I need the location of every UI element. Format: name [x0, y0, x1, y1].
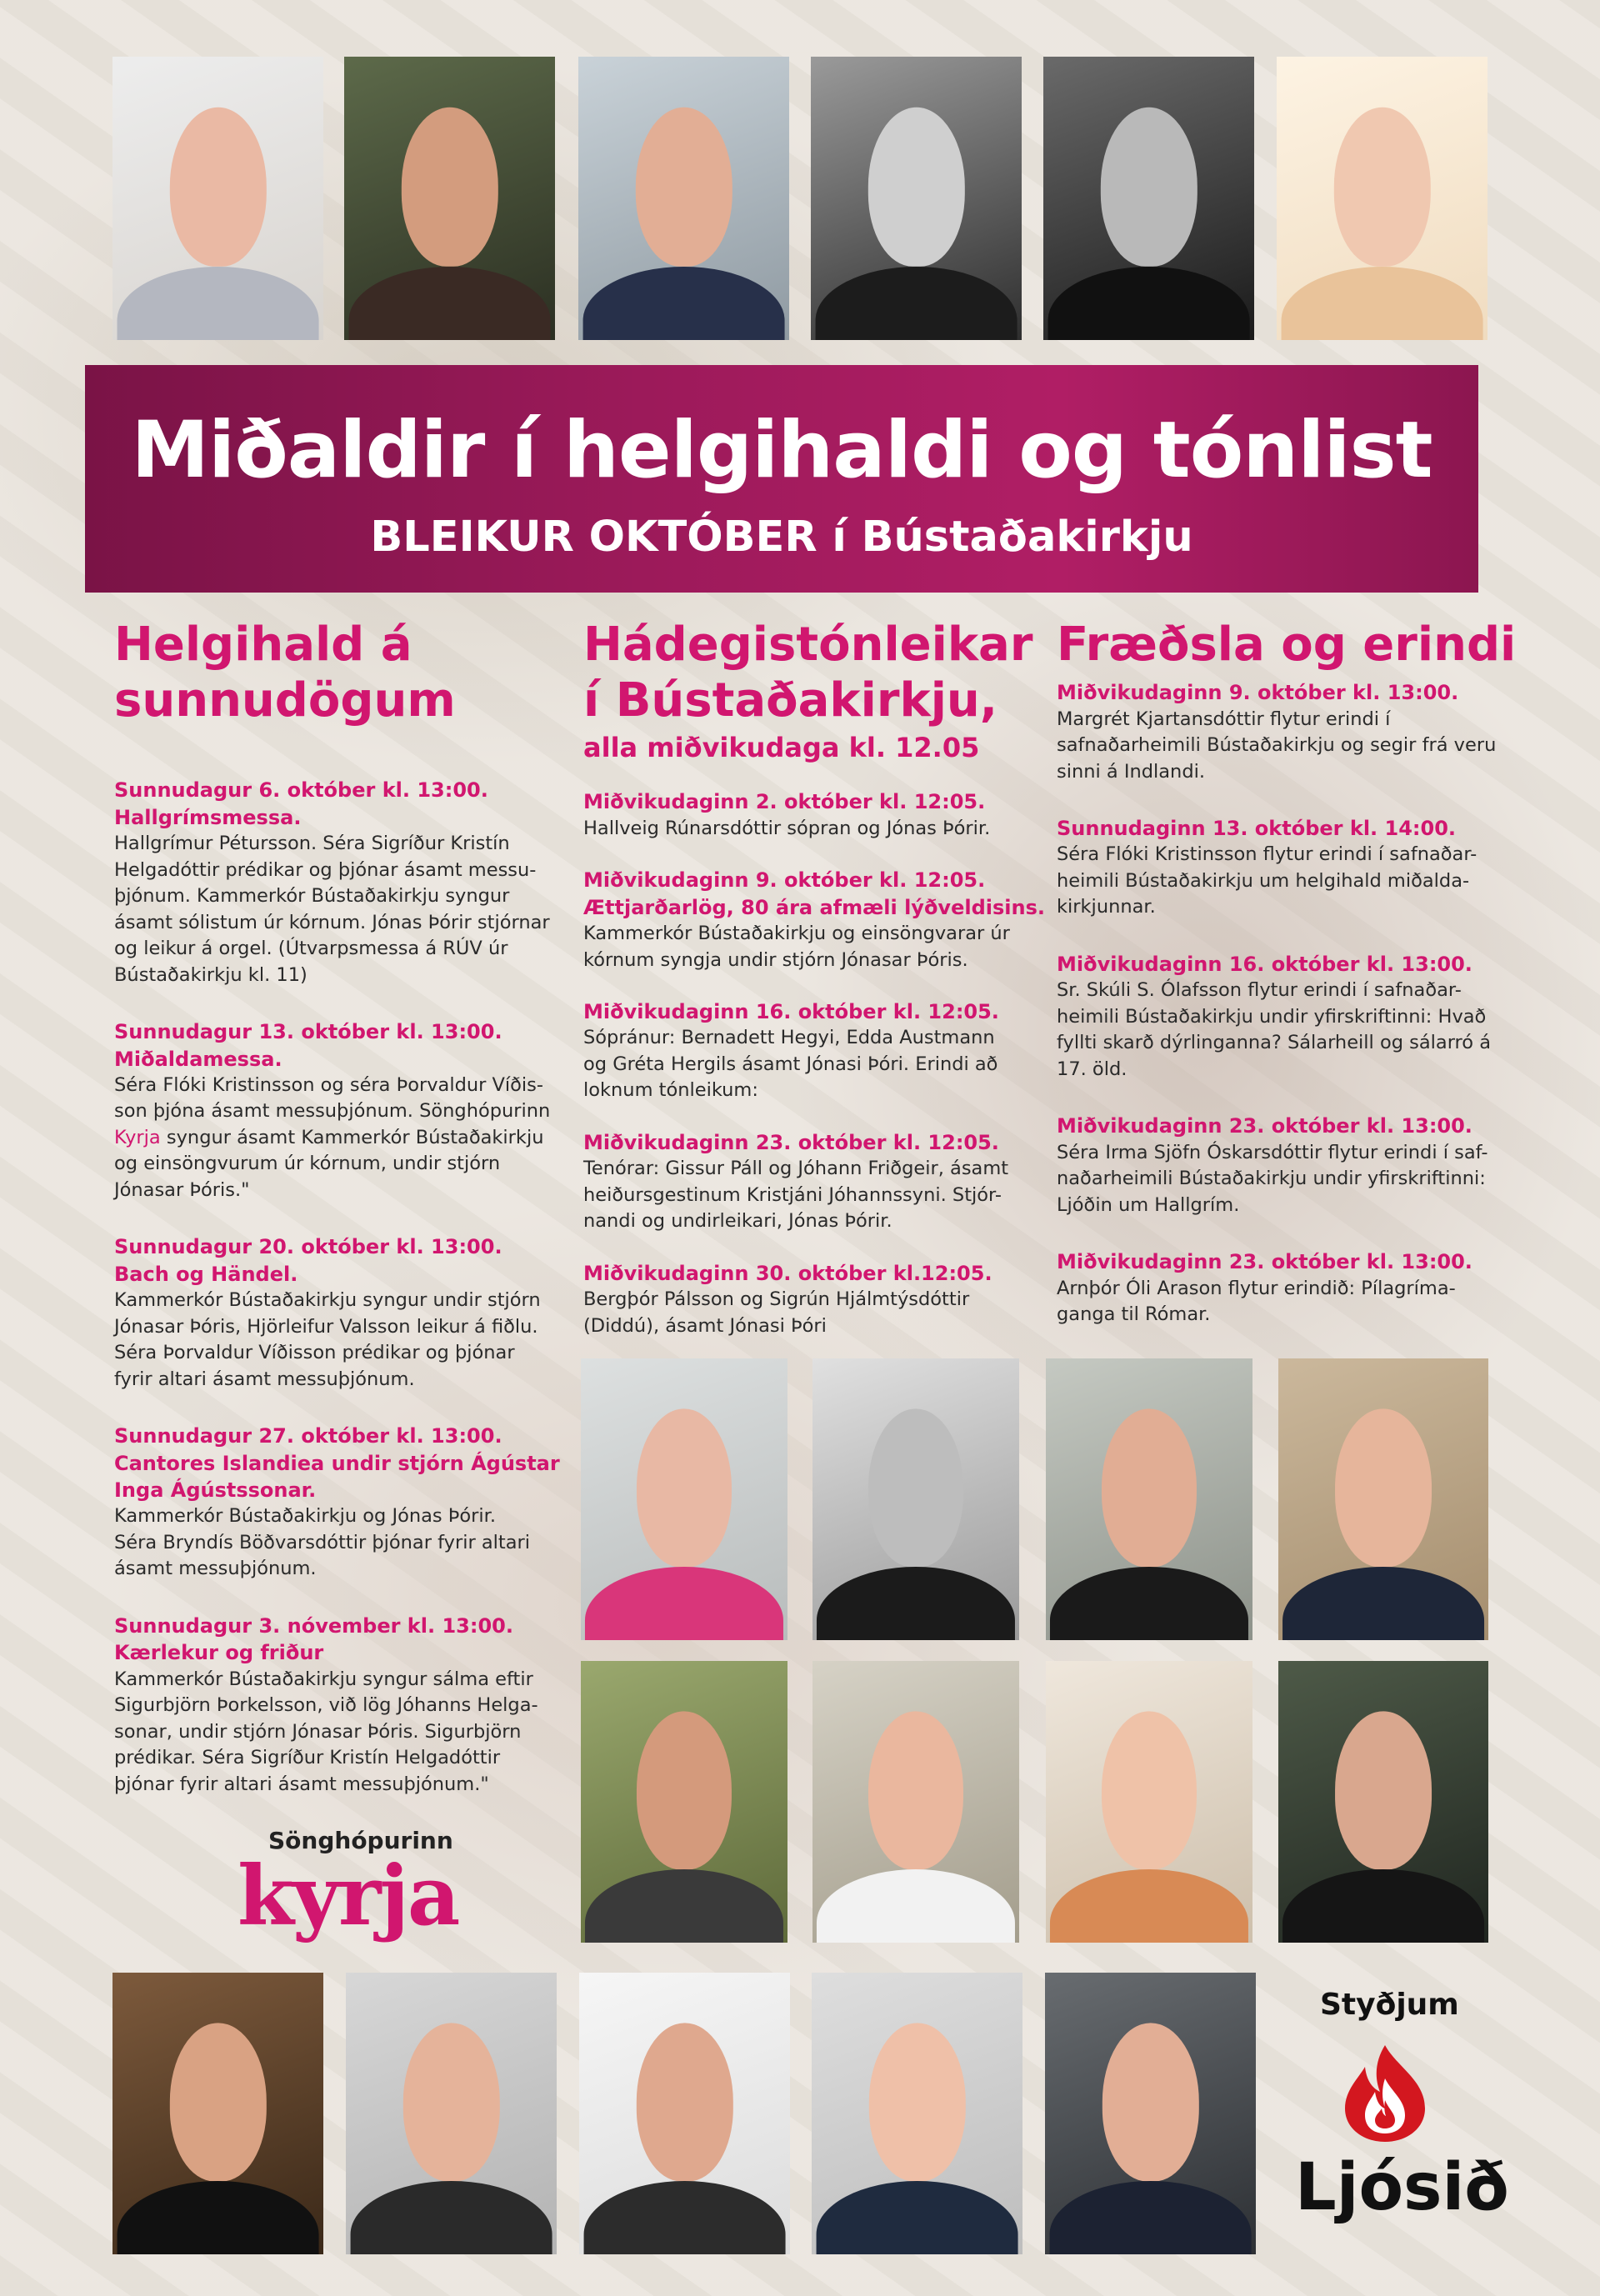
portrait-photo [579, 1973, 790, 2254]
sponsor-logo: Ljósið [1295, 2150, 1509, 2225]
event-title: Miðaldamessa. [114, 1047, 282, 1071]
kyrja-highlight: Kyrja [114, 1126, 161, 1148]
event-description: Hallgrímur Pétursson. Séra Sigríður Kristín Helgadóttir prédikar og þjónar ásamt messu- þjónum. Kammerkór Bústaðakirkju syngur ásamt sólistum úr kórnum. Jónas Þórir stjórnar og leikur á orgel. (Útvarpsmessa á RÚV úr Bústaðakirkju kl. 11) [114, 833, 550, 986]
portrait-photo [1045, 1973, 1256, 2254]
event-date: Miðvikudaginn 30. október kl.12:05. [583, 1261, 992, 1285]
portrait-photo [1278, 1661, 1488, 1943]
event-description: Sópránur: Bernadett Hegyi, Edda Austmann og Gréta Hergils ásamt Jónasi Þóri. Erindi að loknum tónleikum: [583, 1027, 998, 1102]
event-item [1057, 679, 1523, 785]
event-item [114, 1018, 581, 1203]
event-date: Miðvikudaginn 16. október kl. 12:05. [583, 1000, 999, 1024]
title-banner [85, 365, 1478, 593]
event-description: Séra Flóki Kristinsson flytur erindi í safnaðar- heimili Bústaðakirkju um helgihald miðalda- kirkjunnar. [1057, 843, 1478, 918]
event-description: Kammerkór Bústaðakirkju og einsöngvarar úr kórnum syngja undir stjórn Jónasar Þóris. [583, 923, 1010, 971]
event-date: Miðvikudaginn 23. október kl. 12:05. [583, 1130, 999, 1154]
event-date: Sunnudagur 3. nóvember kl. 13:00. [114, 1613, 513, 1638]
portrait-photo [811, 57, 1022, 340]
flame-icon [1338, 2042, 1432, 2143]
event-date: Miðvikudaginn 16. október kl. 13:00. [1057, 952, 1472, 976]
event-item [114, 1233, 581, 1393]
portrait-photo [1278, 1358, 1488, 1640]
event-date: Miðvikudaginn 9. október kl. 12:05. [583, 868, 986, 893]
page-title: Miðaldir í helgihaldi og tónlist [131, 405, 1432, 496]
portrait-photo [812, 1973, 1022, 2254]
event-description: Tenórar: Gissur Páll og Jóhann Friðgeir, ásamt heiðursgestinum Kristjáni Jóhannssyni. Stjór- nandi og undirleikari, Jónas Þórir. [583, 1158, 1009, 1233]
column-heading: Fræðsla og erindi [1057, 618, 1517, 672]
event-title: Kærlekur og friður [114, 1641, 324, 1665]
event-item [114, 777, 581, 988]
portrait-photo [1046, 1661, 1252, 1943]
kyrja-logo: kyrja [238, 1848, 459, 1944]
event-date: Sunnudagur 20. október kl. 13:00. [114, 1235, 502, 1259]
event-item [1057, 1113, 1523, 1218]
event-description: Kammerkór Bústaðakirkju og Jónas Þórir. Séra Bryndís Böðvarsdóttir þjónar fyrir altari ásamt messuþjónum. [114, 1505, 531, 1580]
portrait-photo [581, 1358, 788, 1640]
portrait-photo [578, 57, 789, 340]
event-title: Hallgrímsmessa. [114, 805, 302, 829]
event-date: Miðvikudaginn 23. október kl. 13:00. [1057, 1250, 1472, 1274]
event-item [114, 1613, 581, 1798]
event-description: Hallveig Rúnarsdóttir sópran og Jónas Þórir. [583, 817, 991, 839]
event-item [1057, 951, 1523, 1083]
event-item [583, 1129, 1050, 1235]
event-item [583, 867, 1050, 973]
portrait-photo [1277, 57, 1488, 340]
column-concerts [583, 617, 1050, 1339]
event-date: Sunnudagur 6. október kl. 13:00. [114, 778, 488, 803]
column-subheading: alla miðvikudaga kl. 12.05 [583, 732, 980, 764]
event-description: Sr. Skúli S. Ólafsson flytur erindi í safnaðar- heimili Bústaðakirkju undir yfirskriftinni: Hvað fyllti skarð dýrlinganna? Sálarheill og sálarró á 17. öld. [1057, 979, 1492, 1080]
event-item [1057, 1248, 1523, 1328]
event-title: Cantores Islandiea undir stjórn Ágústar [114, 1451, 560, 1475]
event-date: Sunnudaginn 13. október kl. 14:00. [1057, 817, 1457, 841]
event-date: Miðvikudaginn 2. október kl. 12:05. [583, 790, 986, 814]
event-date: Miðvikudaginn 23. október kl. 13:00. [1057, 1114, 1472, 1138]
column-worship [114, 617, 581, 1798]
portrait-photo [346, 1973, 557, 2254]
portrait-photo [812, 1358, 1019, 1640]
portrait-photo [112, 57, 323, 340]
event-date: Miðvikudaginn 9. október kl. 13:00. [1057, 681, 1459, 705]
portrait-photo [112, 1973, 323, 2254]
event-description: Kammerkór Bústaðakirkju syngur sálma eftir Sigurbjörn Þorkelsson, við lög Jóhanns Helga- sonar, undir stjórn Jónasar Þóris. Sigurbjörn prédikar. Séra Sigríður Kristín Helgadóttir þjónar fyrir altari ásamt messuþjónum." [114, 1668, 538, 1795]
event-description: Bergþór Pálsson og Sigrún Hjálmtýsdóttir (Diddú), ásamt Jónasi Þóri [583, 1288, 970, 1337]
column-heading: Hádegistónleikar í Bústaðakirkju, [583, 618, 1033, 728]
event-description: Kammerkór Bústaðakirkju syngur undir stjórn Jónasar Þóris, Hjörleifur Valsson leikur á fiðlu. Séra Þorvaldur Víðisson prédikar og þjónar fyrir altari ásamt messuþjónum. [114, 1289, 541, 1390]
column-lectures [1057, 617, 1523, 1328]
event-item [583, 788, 1050, 842]
portrait-photo [1046, 1358, 1252, 1640]
event-description: Arnþór Óli Arason flytur erindið: Pílagríma- ganga til Rómar. [1057, 1277, 1456, 1326]
event-item [1057, 815, 1523, 921]
event-title: Inga Ágústssonar. [114, 1478, 317, 1502]
portrait-photo [344, 57, 555, 340]
sponsor-label: Styðjum [1320, 1988, 1459, 2022]
event-date: Sunnudagur 27. október kl. 13:00. [114, 1424, 502, 1448]
column-heading: Helgihald á sunnudögum [114, 618, 456, 728]
event-title: Ættjarðarlög, 80 ára afmæli lýðveldisins. [583, 895, 1045, 919]
event-description: Séra Flóki Kristinsson og séra Þorvaldur Víðis- son þjóna ásamt messuþjónum. Sönghópurinn Kyrja syngur ásamt Kammerkór Bústaðakirkju og einsöngvurum úr kórnum, undir stjórn Jónasar Þóris." [114, 1073, 551, 1201]
event-item [583, 998, 1050, 1104]
portrait-photo [812, 1661, 1019, 1943]
event-description: Margrét Kjartansdóttir flytur erindi í safnaðarheimili Bústaðakirkju og segir frá veru sinni á Indlandi. [1057, 708, 1497, 783]
event-date: Sunnudagur 13. október kl. 13:00. [114, 1020, 502, 1044]
event-item [583, 1260, 1050, 1339]
kyrja-label: Sönghópurinn [268, 1827, 453, 1854]
portrait-photo [581, 1661, 788, 1943]
event-item [114, 1423, 581, 1583]
portrait-photo [1043, 57, 1254, 340]
event-title: Bach og Händel. [114, 1262, 298, 1286]
event-description: Séra Irma Sjöfn Óskarsdóttir flytur erindi í saf- naðarheimili Bústaðakirkju undir yfirskriftinni: Ljóðin um Hallgrím. [1057, 1141, 1488, 1216]
page-subtitle: BLEIKUR OKTÓBER í Bústaðakirkju [370, 513, 1193, 562]
